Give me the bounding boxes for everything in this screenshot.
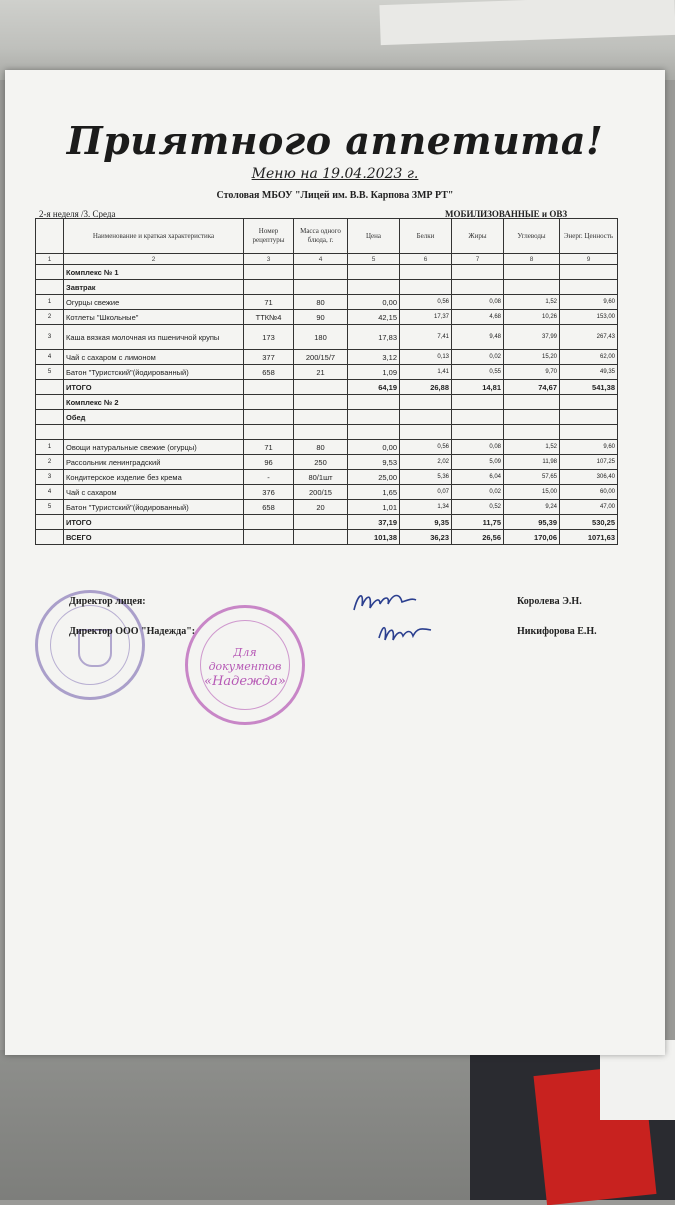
dish-index: 3 xyxy=(36,470,64,485)
dish-fat: 0,02 xyxy=(452,350,504,365)
empty-cell xyxy=(560,410,618,425)
dish-protein: 2,02 xyxy=(400,455,452,470)
empty-cell xyxy=(348,410,400,425)
dish-recipe: ТТК№4 xyxy=(244,310,294,325)
stamp-line-2: документов xyxy=(208,660,282,673)
dish-weight: 200/15 xyxy=(294,485,348,500)
section-label-row xyxy=(36,395,618,410)
dish-recipe: 96 xyxy=(244,455,294,470)
header-recipe: Номер рецептуры xyxy=(244,219,294,254)
grand-total-fat: 26,56 xyxy=(452,530,504,545)
dish-name: Котлеты "Школьные" xyxy=(64,310,244,325)
empty-cell xyxy=(244,530,294,545)
empty-cell xyxy=(294,530,348,545)
dish-recipe: 173 xyxy=(244,325,294,350)
spacer-row xyxy=(36,425,618,440)
total-index xyxy=(36,380,64,395)
dish-energy: 49,35 xyxy=(560,365,618,380)
dish-index: 3 xyxy=(36,325,64,350)
director-lyceum-label: Директор лицея: xyxy=(69,596,146,607)
dish-name: Каша вязкая молочная из пшеничной крупы xyxy=(64,325,244,350)
column-number: 4 xyxy=(294,254,348,265)
column-number: 1 xyxy=(36,254,64,265)
section-label-row xyxy=(36,265,618,280)
grand-total-carbs: 170,06 xyxy=(504,530,560,545)
empty-cell xyxy=(452,395,504,410)
dish-protein: 1,34 xyxy=(400,500,452,515)
dish-row xyxy=(36,500,618,515)
header-price: Цена xyxy=(348,219,400,254)
column-number: 9 xyxy=(560,254,618,265)
total-carbs: 74,67 xyxy=(504,380,560,395)
dish-index: 5 xyxy=(36,500,64,515)
total-price: 37,19 xyxy=(348,515,400,530)
dish-price: 42,15 xyxy=(348,310,400,325)
total-index xyxy=(36,515,64,530)
grand-total-label: ВСЕГО xyxy=(64,530,244,545)
company-stamp xyxy=(185,605,305,725)
dish-fat: 4,68 xyxy=(452,310,504,325)
grand-total-protein: 36,23 xyxy=(400,530,452,545)
meal-label: Завтрак xyxy=(64,280,244,295)
meal-label-row xyxy=(36,410,618,425)
empty-cell xyxy=(504,410,560,425)
total-energy: 530,25 xyxy=(560,515,618,530)
dish-carbs: 1,52 xyxy=(504,295,560,310)
dish-price: 9,53 xyxy=(348,455,400,470)
section-label: Комплекс № 1 xyxy=(64,265,244,280)
dish-protein: 1,41 xyxy=(400,365,452,380)
menu-table xyxy=(35,218,618,545)
dish-energy: 267,43 xyxy=(560,325,618,350)
dish-row xyxy=(36,295,618,310)
total-price: 64,19 xyxy=(348,380,400,395)
dish-recipe: 376 xyxy=(244,485,294,500)
dish-energy: 47,00 xyxy=(560,500,618,515)
dish-weight: 21 xyxy=(294,365,348,380)
director-company-label: Директор ООО "Надежда": xyxy=(69,626,196,637)
dish-name: Огурцы свежие xyxy=(64,295,244,310)
empty-cell xyxy=(452,410,504,425)
empty-cell xyxy=(294,425,348,440)
dish-price: 1,01 xyxy=(348,500,400,515)
dish-protein: 0,13 xyxy=(400,350,452,365)
header-weight: Масса одного блюда, г. xyxy=(294,219,348,254)
empty-cell xyxy=(244,395,294,410)
empty-cell xyxy=(504,280,560,295)
dish-energy: 60,00 xyxy=(560,485,618,500)
menu-sheet xyxy=(5,70,665,1055)
dish-carbs: 57,65 xyxy=(504,470,560,485)
total-label: ИТОГО xyxy=(64,380,244,395)
dish-energy: 62,00 xyxy=(560,350,618,365)
dish-index: 1 xyxy=(36,440,64,455)
dish-row xyxy=(36,310,618,325)
organization: Столовая МБОУ "Лицей им. В.В. Карпова ЗМР РТ" xyxy=(216,190,454,201)
grand-total-price: 101,38 xyxy=(348,530,400,545)
empty-cell xyxy=(400,425,452,440)
dish-name: Рассольник ленинградский xyxy=(64,455,244,470)
section-index xyxy=(36,410,64,425)
empty-cell xyxy=(348,265,400,280)
empty-cell xyxy=(64,425,244,440)
dish-fat: 0,55 xyxy=(452,365,504,380)
dish-row xyxy=(36,365,618,380)
dish-recipe: 658 xyxy=(244,365,294,380)
dish-protein: 0,56 xyxy=(400,295,452,310)
header-carbs: Углеводы xyxy=(504,219,560,254)
dish-energy: 153,00 xyxy=(560,310,618,325)
signature-lyceum-mark xyxy=(350,588,420,614)
stamp-line-1: Для xyxy=(233,646,257,659)
page-title: Приятного аппетита! xyxy=(66,118,604,163)
dish-carbs: 11,98 xyxy=(504,455,560,470)
total-row xyxy=(36,380,618,395)
empty-cell xyxy=(452,280,504,295)
empty-cell xyxy=(452,265,504,280)
dish-protein: 0,07 xyxy=(400,485,452,500)
dish-energy: 306,40 xyxy=(560,470,618,485)
empty-cell xyxy=(452,425,504,440)
dish-weight: 80/1шт xyxy=(294,470,348,485)
empty-cell xyxy=(244,515,294,530)
dish-protein: 17,37 xyxy=(400,310,452,325)
column-number: 5 xyxy=(348,254,400,265)
empty-cell xyxy=(348,425,400,440)
section-index xyxy=(36,395,64,410)
dish-protein: 5,36 xyxy=(400,470,452,485)
dish-carbs: 37,99 xyxy=(504,325,560,350)
section-index xyxy=(36,265,64,280)
signature-company xyxy=(375,620,435,651)
dish-price: 17,83 xyxy=(348,325,400,350)
total-fat: 11,75 xyxy=(452,515,504,530)
dish-index: 4 xyxy=(36,350,64,365)
dish-carbs: 9,24 xyxy=(504,500,560,515)
dish-weight: 180 xyxy=(294,325,348,350)
signature-lyceum xyxy=(350,588,420,619)
dish-weight: 200/15/7 xyxy=(294,350,348,365)
signature-company-mark xyxy=(375,620,435,646)
meal-label-row xyxy=(36,280,618,295)
dish-fat: 0,08 xyxy=(452,440,504,455)
dish-index: 1 xyxy=(36,295,64,310)
empty-cell xyxy=(294,515,348,530)
dish-energy: 9,60 xyxy=(560,295,618,310)
dish-row xyxy=(36,470,618,485)
empty-cell xyxy=(244,280,294,295)
stamp-line-3: «Надежда» xyxy=(204,674,286,689)
grand-total-energy: 1071,63 xyxy=(560,530,618,545)
empty-cell xyxy=(294,410,348,425)
empty-cell xyxy=(504,265,560,280)
empty-cell xyxy=(348,395,400,410)
meal-label: Обед xyxy=(64,410,244,425)
empty-cell xyxy=(504,425,560,440)
empty-cell xyxy=(400,410,452,425)
column-number-row xyxy=(36,254,618,265)
dish-price: 1,65 xyxy=(348,485,400,500)
dish-recipe: 377 xyxy=(244,350,294,365)
section-index xyxy=(36,280,64,295)
dish-price: 0,00 xyxy=(348,295,400,310)
dish-fat: 5,09 xyxy=(452,455,504,470)
dish-row xyxy=(36,350,618,365)
menu-body xyxy=(36,254,618,545)
dish-fat: 6,04 xyxy=(452,470,504,485)
grand-total-row xyxy=(36,530,618,545)
header-index xyxy=(36,219,64,254)
empty-cell xyxy=(504,395,560,410)
dish-name: Чай с сахаром с лимоном xyxy=(64,350,244,365)
dish-name: Чай с сахаром xyxy=(64,485,244,500)
dish-row xyxy=(36,325,618,350)
column-number: 3 xyxy=(244,254,294,265)
dish-name: Овощи натуральные свежие (огурцы) xyxy=(64,440,244,455)
dish-name: Батон "Туристский"(йодированный) xyxy=(64,500,244,515)
dish-weight: 80 xyxy=(294,440,348,455)
empty-cell xyxy=(244,265,294,280)
total-protein: 26,88 xyxy=(400,380,452,395)
empty-cell xyxy=(400,280,452,295)
dish-index: 4 xyxy=(36,485,64,500)
total-energy: 541,38 xyxy=(560,380,618,395)
empty-cell xyxy=(400,265,452,280)
dish-recipe: 71 xyxy=(244,295,294,310)
director-lyceum-name: Королева Э.Н. xyxy=(517,596,582,607)
dish-weight: 20 xyxy=(294,500,348,515)
dish-recipe: 71 xyxy=(244,440,294,455)
dish-price: 1,09 xyxy=(348,365,400,380)
dish-recipe: - xyxy=(244,470,294,485)
empty-cell xyxy=(294,395,348,410)
column-number: 7 xyxy=(452,254,504,265)
column-number: 2 xyxy=(64,254,244,265)
dish-energy: 107,25 xyxy=(560,455,618,470)
dish-weight: 90 xyxy=(294,310,348,325)
dish-fat: 0,02 xyxy=(452,485,504,500)
column-number: 8 xyxy=(504,254,560,265)
grand-total-index xyxy=(36,530,64,545)
dish-weight: 250 xyxy=(294,455,348,470)
dish-fat: 0,08 xyxy=(452,295,504,310)
director-company-name: Никифорова Е.Н. xyxy=(517,626,597,637)
dish-protein: 7,41 xyxy=(400,325,452,350)
empty-cell xyxy=(294,265,348,280)
dish-recipe: 658 xyxy=(244,500,294,515)
section-label: Комплекс № 2 xyxy=(64,395,244,410)
dish-carbs: 15,00 xyxy=(504,485,560,500)
total-fat: 14,81 xyxy=(452,380,504,395)
total-protein: 9,35 xyxy=(400,515,452,530)
total-label: ИТОГО xyxy=(64,515,244,530)
dish-weight: 80 xyxy=(294,295,348,310)
empty-cell xyxy=(560,280,618,295)
dish-index: 5 xyxy=(36,365,64,380)
header-energy: Энерг. Ценность xyxy=(560,219,618,254)
dish-row xyxy=(36,485,618,500)
dish-index: 2 xyxy=(36,455,64,470)
empty-cell xyxy=(348,280,400,295)
empty-cell xyxy=(244,425,294,440)
dish-price: 3,12 xyxy=(348,350,400,365)
empty-cell xyxy=(244,410,294,425)
dish-carbs: 10,26 xyxy=(504,310,560,325)
category-label: МОБИЛИЗОВАННЫЕ и ОВЗ xyxy=(445,209,568,219)
header-name: Наименование и краткая характеристика xyxy=(64,219,244,254)
dish-row xyxy=(36,455,618,470)
header-fat: Жиры xyxy=(452,219,504,254)
header-row xyxy=(36,219,618,254)
total-carbs: 95,39 xyxy=(504,515,560,530)
dish-fat: 9,48 xyxy=(452,325,504,350)
empty-cell xyxy=(400,395,452,410)
dish-carbs: 9,70 xyxy=(504,365,560,380)
dish-price: 0,00 xyxy=(348,440,400,455)
dish-name: Кондитерское изделие без крема xyxy=(64,470,244,485)
empty-cell xyxy=(294,380,348,395)
empty-cell xyxy=(294,280,348,295)
dish-carbs: 1,52 xyxy=(504,440,560,455)
column-number: 6 xyxy=(400,254,452,265)
empty-cell xyxy=(560,395,618,410)
dish-carbs: 15,20 xyxy=(504,350,560,365)
menu-date: Меню на 19.04.2023 г. xyxy=(251,166,419,182)
dish-name: Батон "Туристский"(йодированный) xyxy=(64,365,244,380)
dish-energy: 9,60 xyxy=(560,440,618,455)
empty-cell xyxy=(560,425,618,440)
dish-row xyxy=(36,440,618,455)
dish-index: 2 xyxy=(36,310,64,325)
dish-price: 25,00 xyxy=(348,470,400,485)
header-protein: Белки xyxy=(400,219,452,254)
dish-fat: 0,52 xyxy=(452,500,504,515)
empty-cell xyxy=(244,380,294,395)
total-row xyxy=(36,515,618,530)
empty-cell xyxy=(560,265,618,280)
week-day: 2-я неделя /3. Среда xyxy=(39,209,116,219)
empty-cell xyxy=(36,425,64,440)
dish-protein: 0,56 xyxy=(400,440,452,455)
